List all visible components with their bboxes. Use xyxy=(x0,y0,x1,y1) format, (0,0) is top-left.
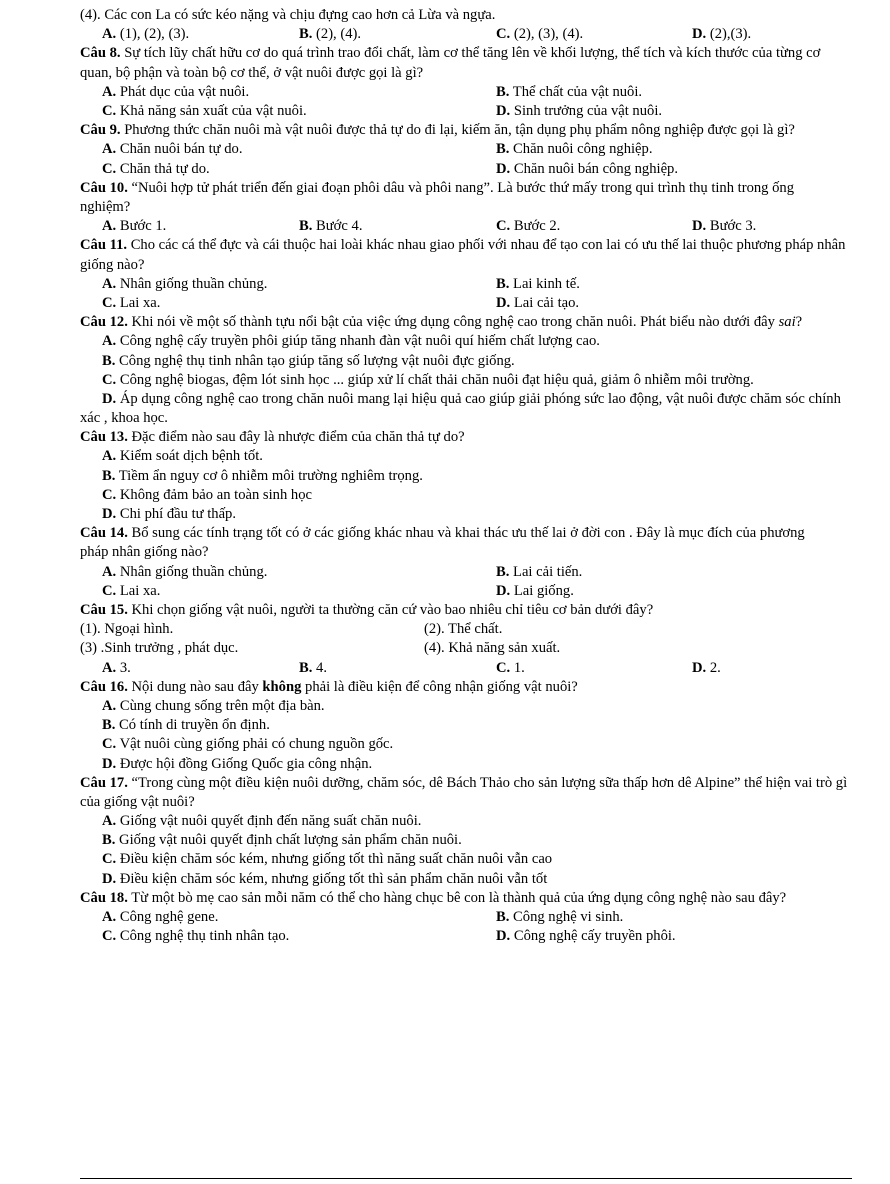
option-d: D. Công nghệ cấy truyền phôi. xyxy=(496,928,676,945)
criteria-row xyxy=(80,639,852,658)
criterion-item: (1). Ngoại hình. xyxy=(80,621,174,638)
intro-options xyxy=(80,25,852,44)
option-row xyxy=(80,102,852,121)
question-15: Câu 15. Khi chọn giống vật nuôi, người ta thường căn cứ vào bao nhiêu chỉ tiêu cơ bản dưới đây? xyxy=(80,602,654,619)
option-c: C. Vật nuôi cùng giống phải có chung nguồn gốc. xyxy=(102,736,394,753)
criterion-item: (4). Khả năng sản xuất. xyxy=(424,640,561,657)
option-a: A. Nhân giống thuần chủng. xyxy=(102,275,268,292)
criteria-row xyxy=(80,620,852,639)
option-d: D. Chi phí đầu tư thấp. xyxy=(102,506,236,523)
option-d: D. Sinh trưởng của vật nuôi. xyxy=(496,102,663,119)
option-c: C. Chăn thả tự do. xyxy=(102,160,210,177)
option-c: C. Công nghệ thụ tinh nhân tạo. xyxy=(102,928,290,945)
option-a: A. Bước 1. xyxy=(102,218,167,235)
question-18: Câu 18. Từ một bò mẹ cao sản mỗi năm có thể cho hàng chục bê con là thành quả của ứng dụng công nghệ nào sau đây? xyxy=(80,889,787,906)
option-b: B. Công nghệ vi sinh. xyxy=(496,909,624,926)
criterion-item: (3) .Sinh trưởng , phát dục. xyxy=(80,640,239,657)
option-row xyxy=(80,563,852,582)
option-d: D. Bước 3. xyxy=(692,218,757,235)
question-16: Câu 16. Nội dung nào sau đây không phải là điều kiện để công nhận giống vật nuôi? xyxy=(80,678,578,695)
option-a: A. Giống vật nuôi quyết định đến năng suất chăn nuôi. xyxy=(102,813,422,830)
option-b: B. (2), (4). xyxy=(299,26,362,43)
option-b: B. 4. xyxy=(299,659,327,676)
question-12: Câu 12. Khi nói về một số thành tựu nổi bật của việc ứng dụng công nghệ cao trong chăn nuôi. Phát biểu nào dưới đây sai? xyxy=(80,314,803,331)
option-a: A. 3. xyxy=(102,659,131,676)
emphasis: sai xyxy=(778,314,796,331)
option-d: D. Chăn nuôi bán công nghiệp. xyxy=(496,160,679,177)
option-b: B. Lai cải tiến. xyxy=(496,563,583,580)
option-c: C. Lai xa. xyxy=(102,294,161,311)
question-10: Câu 10. “Nuôi hợp tử phát triển đến giai đoạn phôi dâu và phôi nang”. Là bước thứ mấy trong qui trình thụ tinh trong ống nghiệm? xyxy=(80,179,795,215)
footer-divider xyxy=(80,1178,852,1179)
option-d: D. 2. xyxy=(692,659,721,676)
option-row xyxy=(80,140,852,159)
option-row xyxy=(80,908,852,927)
question-17: Câu 17. “Trong cùng một điều kiện nuôi dưỡng, chăm sóc, dê Bách Thảo cho sản lượng sữa thấp hơn dê Alpine” thể hiện vai trò gì của giống vật nuôi? xyxy=(80,774,848,810)
option-d: D. Áp dụng công nghệ cao trong chăn nuôi mang lại hiệu quả cao giúp giải phóng sức lao động, vật nuôi được chăm sóc chính xác , khoa học. xyxy=(80,390,841,427)
question-13: Câu 13. Đặc điểm nào sau đây là nhược điểm của chăn thả tự do? xyxy=(80,429,465,446)
option-row xyxy=(80,294,852,313)
option-c: C. Khả năng sản xuất của vật nuôi. xyxy=(102,102,307,119)
option-a: A. Công nghệ cấy truyền phôi giúp tăng nhanh đàn vật nuôi quí hiếm chất lượng cao. xyxy=(102,333,600,350)
option-row xyxy=(80,83,852,102)
option-row xyxy=(80,582,852,601)
question-11: Câu 11. Cho các cá thể đực và cái thuộc hai loài khác nhau giao phối với nhau để tạo con lai có ưu thế lai thuộc phương pháp nhân giống nào? xyxy=(80,237,846,273)
option-d: D. Được hội đồng Giống Quốc gia công nhận. xyxy=(102,755,373,772)
option-b: B. Tiềm ẩn nguy cơ ô nhiễm môi trường nghiêm trọng. xyxy=(102,467,423,484)
option-b: B. Có tính di truyền ổn định. xyxy=(102,717,270,734)
option-a: A. Nhân giống thuần chủng. xyxy=(102,563,268,580)
option-b: B. Lai kinh tế. xyxy=(496,275,580,292)
option-a: A. Kiểm soát dịch bệnh tốt. xyxy=(102,448,263,465)
option-c: C. (2), (3), (4). xyxy=(496,26,584,43)
option-c: C. Công nghệ biogas, đệm lót sinh học ... giúp xử lí chất thải chăn nuôi đạt hiệu quả, giảm ô nhiễm môi trường. xyxy=(102,371,754,388)
option-a: A. Cùng chung sống trên một địa bàn. xyxy=(102,697,325,714)
option-c: C. Bước 2. xyxy=(496,218,561,235)
option-a: A. Phát dục của vật nuôi. xyxy=(102,83,250,100)
option-b: B. Chăn nuôi công nghiệp. xyxy=(496,141,653,158)
option-b: B. Bước 4. xyxy=(299,218,363,235)
exam-page xyxy=(80,6,852,946)
option-a: A. (1), (2), (3). xyxy=(102,26,190,43)
option-c: C. Điều kiện chăm sóc kém, nhưng giống tốt thì năng suất chăn nuôi vẫn cao xyxy=(102,851,553,868)
option-c: C. 1. xyxy=(496,659,525,676)
option-a: A. Công nghệ gene. xyxy=(102,909,219,926)
option-d: D. (2),(3). xyxy=(692,26,752,43)
option-a: A. Chăn nuôi bán tự do. xyxy=(102,141,243,158)
option-row xyxy=(80,275,852,294)
option-b: B. Công nghệ thụ tinh nhân tạo giúp tăng số lượng vật nuôi đực giống. xyxy=(102,352,515,369)
question-14: Câu 14. Bổ sung các tính trạng tốt có ở các giống khác nhau và khai thác ưu thế lai ở đời con . Đây là mục đích của phương pháp nhân giống nào? xyxy=(80,525,805,561)
option-row xyxy=(80,927,852,946)
option-row xyxy=(80,659,852,678)
option-d: D. Điều kiện chăm sóc kém, nhưng giống tốt thì sản phẩm chăn nuôi vẫn tốt xyxy=(102,870,548,887)
option-c: C. Không đảm bảo an toàn sinh học xyxy=(102,486,312,503)
option-c: C. Lai xa. xyxy=(102,582,161,599)
option-b: B. Thể chất của vật nuôi. xyxy=(496,83,643,100)
option-row xyxy=(80,160,852,179)
option-b: B. Giống vật nuôi quyết định chất lượng sản phẩm chăn nuôi. xyxy=(102,832,462,849)
emphasis: không xyxy=(262,678,302,695)
question-9: Câu 9. Phương thức chăn nuôi mà vật nuôi được thả tự do đi lại, kiếm ăn, tận dụng phụ phẩm nông nghiệp được gọi là gì? xyxy=(80,122,795,139)
criterion-item: (2). Thể chất. xyxy=(424,621,503,638)
intro-statement: (4). Các con La có sức kéo nặng và chịu đựng cao hơn cả Lừa và ngựa. xyxy=(80,7,496,23)
question-8: Câu 8. Sự tích lũy chất hữu cơ do quá trình trao đổi chất, làm cơ thể tăng lên về khối lượng, thể tích và kích thước của từng cơ quan, bộ phận và toàn bộ cơ thể, ở vật nuôi được gọi là gì? xyxy=(80,45,821,81)
question-label: Câu 8. xyxy=(80,45,121,62)
option-d: D. Lai cải tạo. xyxy=(496,294,580,311)
option-row xyxy=(80,217,852,236)
option-d: D. Lai giống. xyxy=(496,582,574,599)
